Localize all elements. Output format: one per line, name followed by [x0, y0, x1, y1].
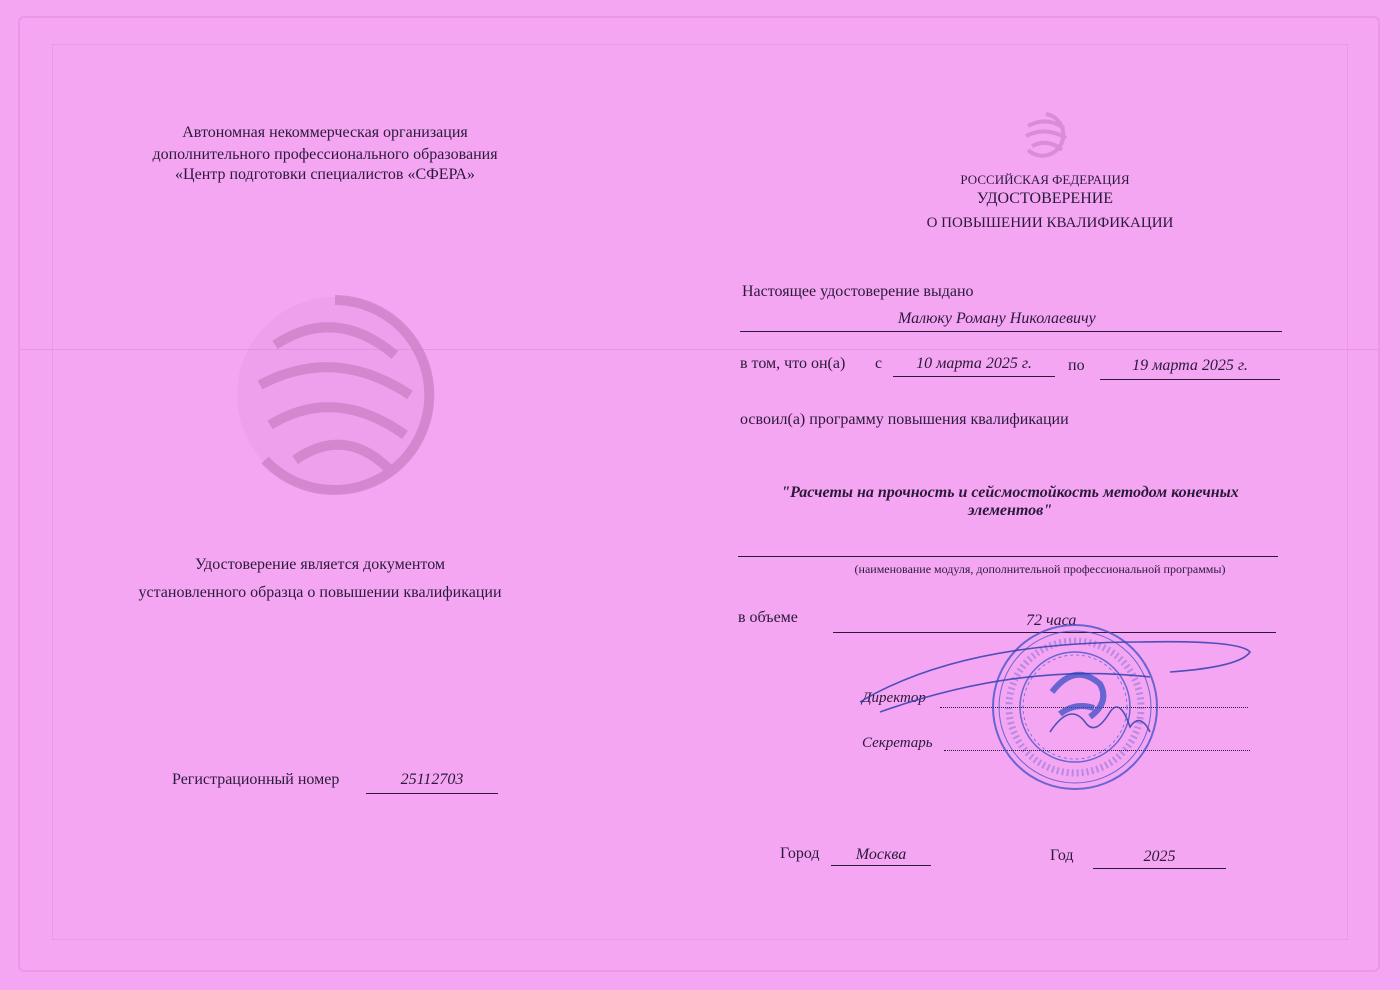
issued-label: Настоящее удостоверение выдано [742, 283, 974, 300]
holder-name: Малюку Роману Николаевичу [898, 310, 1096, 327]
registration-number: 25112703 [400, 771, 464, 788]
program-underline [738, 556, 1278, 557]
registration-label: Регистрационный номер [172, 771, 340, 788]
director-label: Директор [862, 690, 926, 706]
date-to-underline [1100, 379, 1280, 380]
secretary-label: Секретарь [862, 735, 933, 751]
legal-note-line2: установленного образца о повышении квалификации [138, 584, 502, 601]
org-name-line3: «Центр подготовки специалистов «СФЕРА» [175, 166, 475, 183]
year-value: 2025 [1143, 848, 1176, 865]
mastered-label: освоил(а) программу повышения квалификации [740, 411, 1069, 428]
program-name-line1: "Расчеты на прочность и сейсмостойкость методом конечных [781, 484, 1239, 501]
country-name: РОССИЙСКАЯ ФЕДЕРАЦИЯ [960, 172, 1130, 187]
legal-note-line1: Удостоверение является документом [194, 556, 446, 573]
registration-underline [366, 793, 498, 794]
year-underline [1093, 868, 1226, 869]
city-underline [831, 865, 931, 866]
date-from-underline [893, 376, 1055, 377]
holder-underline [740, 331, 1282, 332]
year-label: Год [1050, 847, 1074, 864]
fold-line [20, 349, 1380, 350]
city-value: Москва [855, 846, 907, 863]
director-signature-icon [840, 632, 1260, 742]
city-label: Город [780, 845, 820, 862]
volume-label: в объеме [738, 609, 798, 626]
to-label: по [1068, 357, 1085, 374]
program-name-line2: элементов" [967, 502, 1053, 519]
org-name-line2: дополнительного профессионального образования [152, 146, 498, 163]
date-from: 10 марта 2025 г. [916, 355, 1032, 372]
from-label: с [875, 355, 883, 372]
volume-value: 72 часа [1026, 612, 1077, 629]
sphera-emblem-icon [225, 285, 445, 505]
period-label: в том, что он(а) [740, 355, 846, 372]
org-name-line1: Автономная некоммерческая организация [182, 124, 468, 141]
small-emblem-icon [1016, 110, 1076, 160]
date-to: 19 марта 2025 г. [1132, 357, 1248, 374]
program-caption: (наименование модуля, дополнительной профессиональной программы) [854, 562, 1226, 576]
document-title: УДОСТОВЕРЕНИЕ [976, 190, 1114, 207]
document-subtitle: О ПОВЫШЕНИИ КВАЛИФИКАЦИИ [926, 215, 1174, 231]
